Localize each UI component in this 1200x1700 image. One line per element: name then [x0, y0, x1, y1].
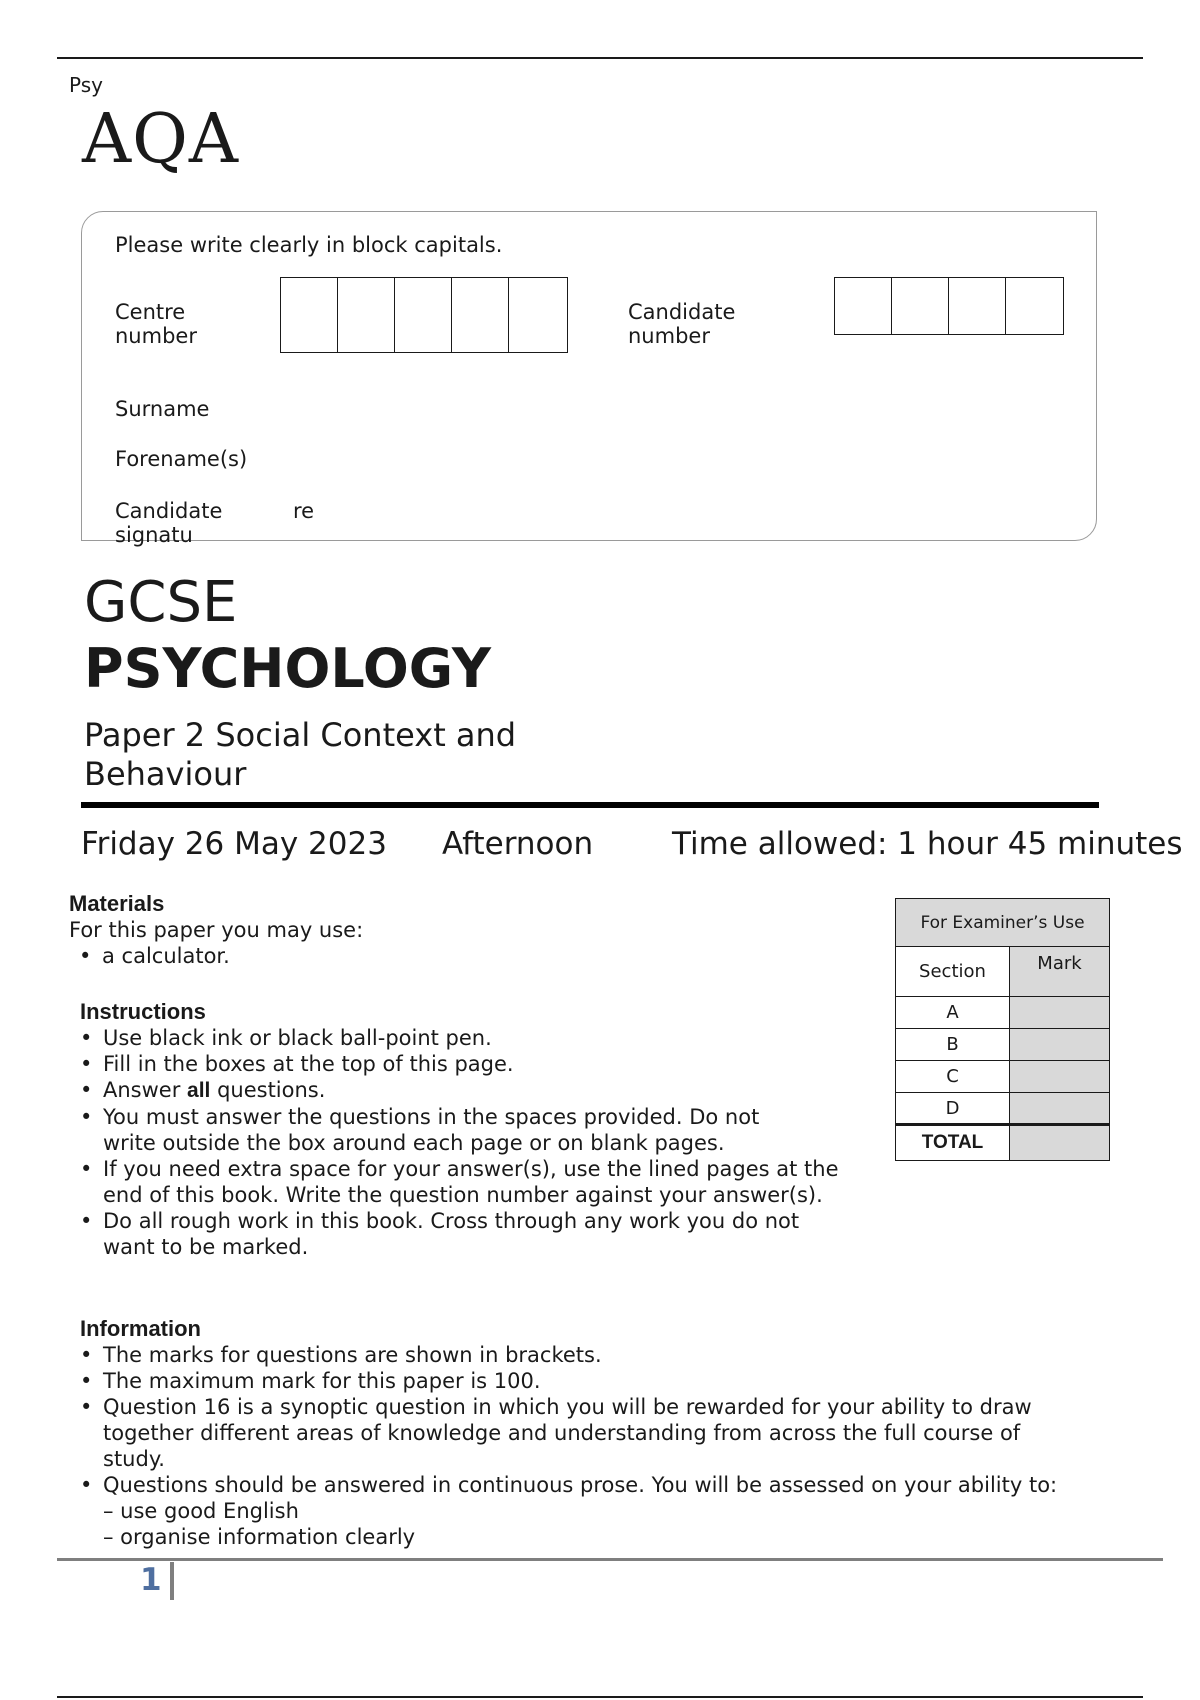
materials-section: [69, 891, 829, 969]
materials-item: • a calculator.: [79, 943, 829, 969]
section-row-label: A: [896, 997, 1010, 1029]
instruction-item: • Use black ink or black ball-point pen.: [80, 1025, 850, 1051]
information-item: • The maximum mark for this paper is 100.: [80, 1368, 1160, 1394]
centre-digit-box[interactable]: [452, 278, 509, 352]
instructions-section: [80, 999, 850, 1260]
candidate-digit-box[interactable]: [892, 278, 949, 334]
information-heading: Information: [80, 1316, 201, 1341]
time-allowed: Time allowed: 1 hour 45 minutes: [672, 826, 1183, 862]
instruction-item: • Fill in the boxes at the top of this page.: [80, 1051, 850, 1077]
instruction-item: • Answer all questions.: [80, 1077, 850, 1104]
instruction-item: • Do all rough work in this book. Cross through any work you do not want to be marked.: [80, 1208, 803, 1260]
examiner-table-title: For Examiner’s Use: [896, 899, 1110, 947]
information-item: • Questions should be answered in continuous prose. You will be assessed on your ability to:: [80, 1472, 1160, 1498]
centre-digit-box[interactable]: [395, 278, 452, 352]
exam-date: Friday 26 May 2023: [81, 826, 387, 862]
mark-cell[interactable]: [1010, 997, 1110, 1029]
section-row-label: D: [896, 1093, 1010, 1125]
exam-session: Afternoon: [442, 826, 594, 862]
footer-rule: [57, 1558, 1163, 1561]
information-section: [80, 1316, 1160, 1550]
candidate-digit-box[interactable]: [1006, 278, 1063, 334]
subject-title: PSYCHOLOGY: [84, 637, 492, 700]
mark-cell[interactable]: [1010, 1029, 1110, 1061]
surname-label: Surname: [115, 397, 210, 421]
paper-title: Paper 2 Social Context and Behaviour: [84, 716, 517, 793]
running-header: Psy: [69, 73, 103, 97]
candidate-digit-box[interactable]: [835, 278, 892, 334]
candidate-details-box: [81, 211, 1097, 541]
total-mark-cell[interactable]: [1010, 1125, 1110, 1161]
forenames-label: Forename(s): [115, 447, 248, 471]
title-divider: [81, 802, 1099, 808]
materials-intro: For this paper you may use:: [69, 918, 364, 942]
section-row-label: C: [896, 1061, 1010, 1093]
top-rule: [57, 57, 1143, 59]
centre-digit-box[interactable]: [509, 278, 567, 352]
instruction-item: • If you need extra space for your answer(s), use the lined pages at the end of this book. Write the question number against your answer(s).: [80, 1156, 843, 1208]
section-column-header: Section: [896, 947, 1010, 997]
information-subitem: – use good English: [103, 1499, 299, 1523]
mark-cell[interactable]: [1010, 1061, 1110, 1093]
centre-number-label: Centre number: [115, 300, 197, 348]
candidate-number-boxes[interactable]: [834, 277, 1064, 335]
instruction-item: • You must answer the questions in the spaces provided. Do not write outside the box around each page or on blank pages.: [80, 1104, 803, 1156]
signature-label: Candidate signatu: [115, 499, 223, 547]
bottom-rule: [57, 1696, 1143, 1698]
materials-heading: Materials: [69, 891, 165, 916]
instructions-heading: Instructions: [80, 999, 206, 1024]
centre-number-boxes[interactable]: [280, 277, 568, 353]
qualification-title: GCSE: [84, 570, 238, 635]
page-number-bar: [170, 1562, 174, 1600]
aqa-logo: AQA: [82, 100, 239, 179]
signature-label-tail: re: [293, 499, 315, 523]
examiner-use-table: [895, 898, 1110, 1161]
block-capitals-instruction: Please write clearly in block capitals.: [115, 233, 503, 257]
candidate-digit-box[interactable]: [949, 278, 1006, 334]
centre-digit-box[interactable]: [281, 278, 338, 352]
information-item: • Question 16 is a synoptic question in which you will be rewarded for your ability to draw together different areas of knowledge and understanding from across the full course of study.: [80, 1394, 1043, 1472]
mark-column-header: Mark: [1010, 947, 1110, 997]
centre-digit-box[interactable]: [338, 278, 395, 352]
total-row-label: TOTAL: [896, 1125, 1010, 1161]
mark-cell[interactable]: [1010, 1093, 1110, 1125]
section-row-label: B: [896, 1029, 1010, 1061]
information-item: • The marks for questions are shown in brackets.: [80, 1342, 1160, 1368]
page-number: 1: [140, 1562, 162, 1598]
information-subitem: – organise information clearly: [103, 1525, 416, 1549]
candidate-number-label: Candidate number: [628, 300, 736, 348]
